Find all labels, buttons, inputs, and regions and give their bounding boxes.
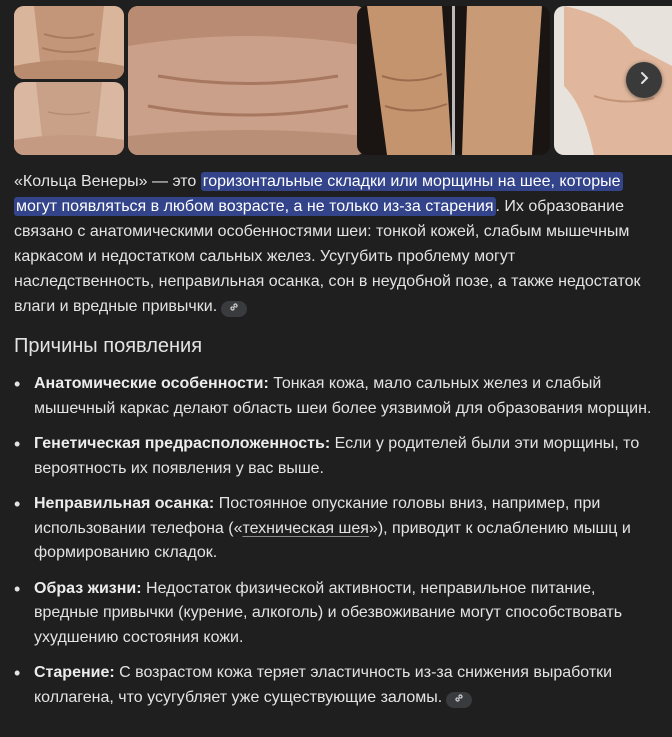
chevron-right-icon <box>637 71 651 90</box>
bullet: • <box>14 434 21 454</box>
bullet: • <box>14 494 21 514</box>
section-heading: Причины появления <box>14 335 203 357</box>
tech-neck-link[interactable]: техническая шея <box>242 519 369 537</box>
cause-term: Старение: <box>34 664 115 681</box>
source-link-button[interactable] <box>221 301 247 317</box>
list-item <box>14 372 654 421</box>
neck-closeup-image[interactable] <box>128 6 366 155</box>
cause-term: Образ жизни: <box>34 579 142 597</box>
causes-list <box>14 372 654 721</box>
cause-text: »), приводит к ослаблению мышц и формированию складок. <box>34 519 631 561</box>
gallery-next-button[interactable] <box>626 62 662 98</box>
bullet: • <box>14 663 21 683</box>
cause-term: Неправильная осанка: <box>34 495 215 512</box>
cause-text: Если у родителей были эти морщины, то вероятность их появления у вас выше. <box>34 435 640 477</box>
cause-text: Тонкая кожа, мало сальных желез и слабый мышечный каркас делают область шеи более уязвимой для образования морщин. <box>34 375 652 417</box>
neck-image-after[interactable] <box>14 82 124 155</box>
source-link-button[interactable] <box>446 692 472 708</box>
neck-image-before[interactable] <box>14 6 124 79</box>
intro-suffix: . Их образование связано с анатомическими особенностями шеи: тонкой кожей, слабым мышечным каркасом и недостатком сальных желез. Усугубить проблему могут наследственность, неправильная осанка, сон в неудобной позе, а также недостаток влаги и вредные привычки. <box>14 198 641 315</box>
intro-prefix: «Кольца Венеры» — это <box>14 173 201 190</box>
bullet: • <box>14 374 21 394</box>
cause-text: Недостаток физической активности, неправильное питание, вредные привычки (курение, алкоголь) и обезвоживание могут способствовать ухудшению состояния кожи. <box>34 579 623 646</box>
neck-comparison-image[interactable] <box>357 6 550 155</box>
link-icon <box>453 688 465 713</box>
list-item <box>14 492 654 566</box>
link-icon <box>228 296 240 321</box>
cause-text: Постоянное опускание головы вниз, например, при использовании телефона (« <box>34 495 601 537</box>
intro-highlight[interactable]: горизонтальные складки или морщины на шее, которые могут появляться в любом возрасте, а не только из-за старения <box>16 173 621 215</box>
list-item <box>14 577 654 651</box>
cause-term: Генетическая предрасположенность: <box>34 435 331 452</box>
image-gallery <box>14 6 672 155</box>
list-item <box>14 432 654 481</box>
bullet: • <box>14 578 21 599</box>
intro-paragraph <box>14 169 654 319</box>
cause-text: С возрастом кожа теряет эластичность из-за снижения выработки коллагена, что усугубляет уже существующие заломы. <box>34 664 613 706</box>
cause-term: Анатомические особенности: <box>34 375 269 392</box>
list-item <box>14 661 654 710</box>
